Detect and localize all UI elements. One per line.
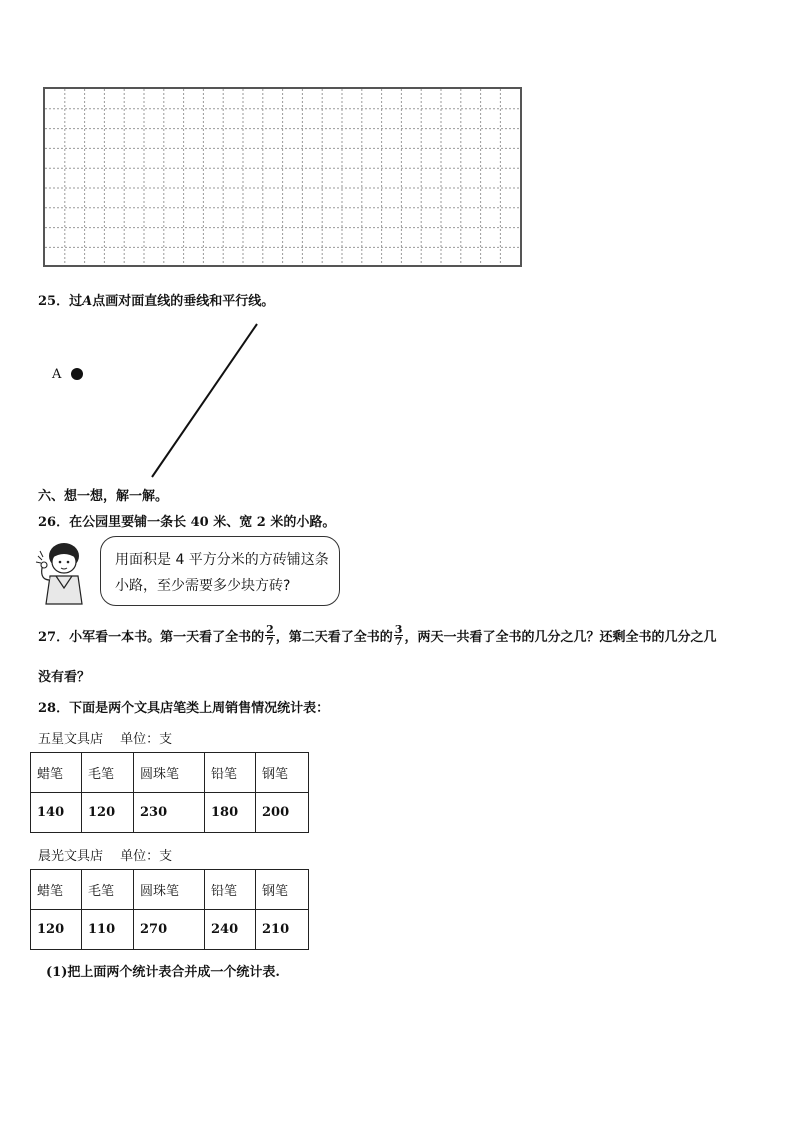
question-27-part-2: ，第二天看了全书的	[275, 630, 393, 645]
table-1-header-cell: 毛笔	[82, 753, 134, 793]
fraction-1-denominator: 7	[266, 635, 274, 648]
question-28-sub-1: (1)把上面两个统计表合并成一个统计表.	[46, 965, 280, 980]
table-2-header-cell: 铅笔	[205, 870, 256, 910]
table-1-value-cell: 120	[82, 793, 134, 833]
question-28-text: 下面是两个文具店笔类上周销售情况统计表：	[69, 701, 330, 716]
table-1-header-cell: 钢笔	[256, 753, 309, 793]
table-2-value-cell: 240	[205, 910, 256, 950]
question-26	[38, 511, 335, 530]
q25-figure	[0, 0, 794, 500]
table-1-value-cell: 180	[205, 793, 256, 833]
fraction-2-denominator: 7	[394, 635, 403, 648]
question-27-part-3: ，两天一共看了全书的几分之几？还剩全书的几分之几	[404, 630, 717, 645]
table-2-header-cell: 钢笔	[256, 870, 309, 910]
question-25-number: 25．	[38, 294, 70, 309]
question-26-number: 26．	[38, 515, 70, 530]
table-2-value-cell: 210	[256, 910, 309, 950]
table-1-value-cell: 200	[256, 793, 309, 833]
speech-bubble	[100, 536, 340, 606]
speech-bubble-text: 用面积是 4 平方分米的方砖铺这条小路，至少需要多少块方砖?	[115, 552, 329, 594]
table-1-value-cell: 230	[134, 793, 205, 833]
table-2-value-cell: 270	[134, 910, 205, 950]
slanted-line	[152, 324, 257, 477]
chenguang-sales-table	[30, 869, 309, 950]
fraction-3-7	[394, 624, 404, 647]
question-28-number: 28．	[38, 701, 70, 716]
table-1-value-row	[31, 793, 309, 833]
table-2-caption: 晨光文具店 单位：支	[38, 849, 173, 864]
table-2-header-cell: 圆珠笔	[134, 870, 205, 910]
table-2-value-cell: 110	[82, 910, 134, 950]
table-2-value-cell: 120	[31, 910, 82, 950]
table-2-header-cell: 毛笔	[82, 870, 134, 910]
table-2-value-row	[31, 910, 309, 950]
question-28	[38, 697, 329, 716]
question-27-number: 27．	[38, 630, 70, 645]
question-25-text-prefix: 过	[69, 294, 83, 309]
point-a-dot	[71, 368, 83, 380]
fraction-2-numerator: 3	[394, 623, 403, 636]
question-25-italic-var: A	[82, 294, 93, 309]
section-6-title: 六、想一想，解一解。	[38, 489, 169, 504]
table-1-value-cell: 140	[31, 793, 82, 833]
table-2-header-cell: 蜡笔	[31, 870, 82, 910]
table-1-caption: 五星文具店 单位：支	[38, 732, 173, 747]
question-27-line-1	[38, 623, 717, 649]
fraction-1-numerator: 2	[266, 623, 274, 636]
table-1-header-cell: 铅笔	[205, 753, 256, 793]
fraction-2-7	[265, 624, 275, 647]
question-26-text: 在公园里要铺一条长 40 米、宽 2 米的小路。	[69, 515, 336, 530]
point-a-label: A	[52, 367, 62, 382]
wuxing-sales-table	[30, 752, 309, 833]
thinking-child-illustration	[34, 540, 90, 606]
table-1-header-cell: 圆珠笔	[134, 753, 205, 793]
table-2-header-row	[31, 870, 309, 910]
table-1-header-cell: 蜡笔	[31, 753, 82, 793]
question-27-part-1: 小军看一本书。第一天看了全书的	[69, 630, 265, 645]
question-27-line-2: 没有看？	[38, 670, 91, 685]
question-25-text-suffix: 点画对面直线的垂线和平行线。	[92, 294, 275, 309]
table-1-header-row	[31, 753, 309, 793]
